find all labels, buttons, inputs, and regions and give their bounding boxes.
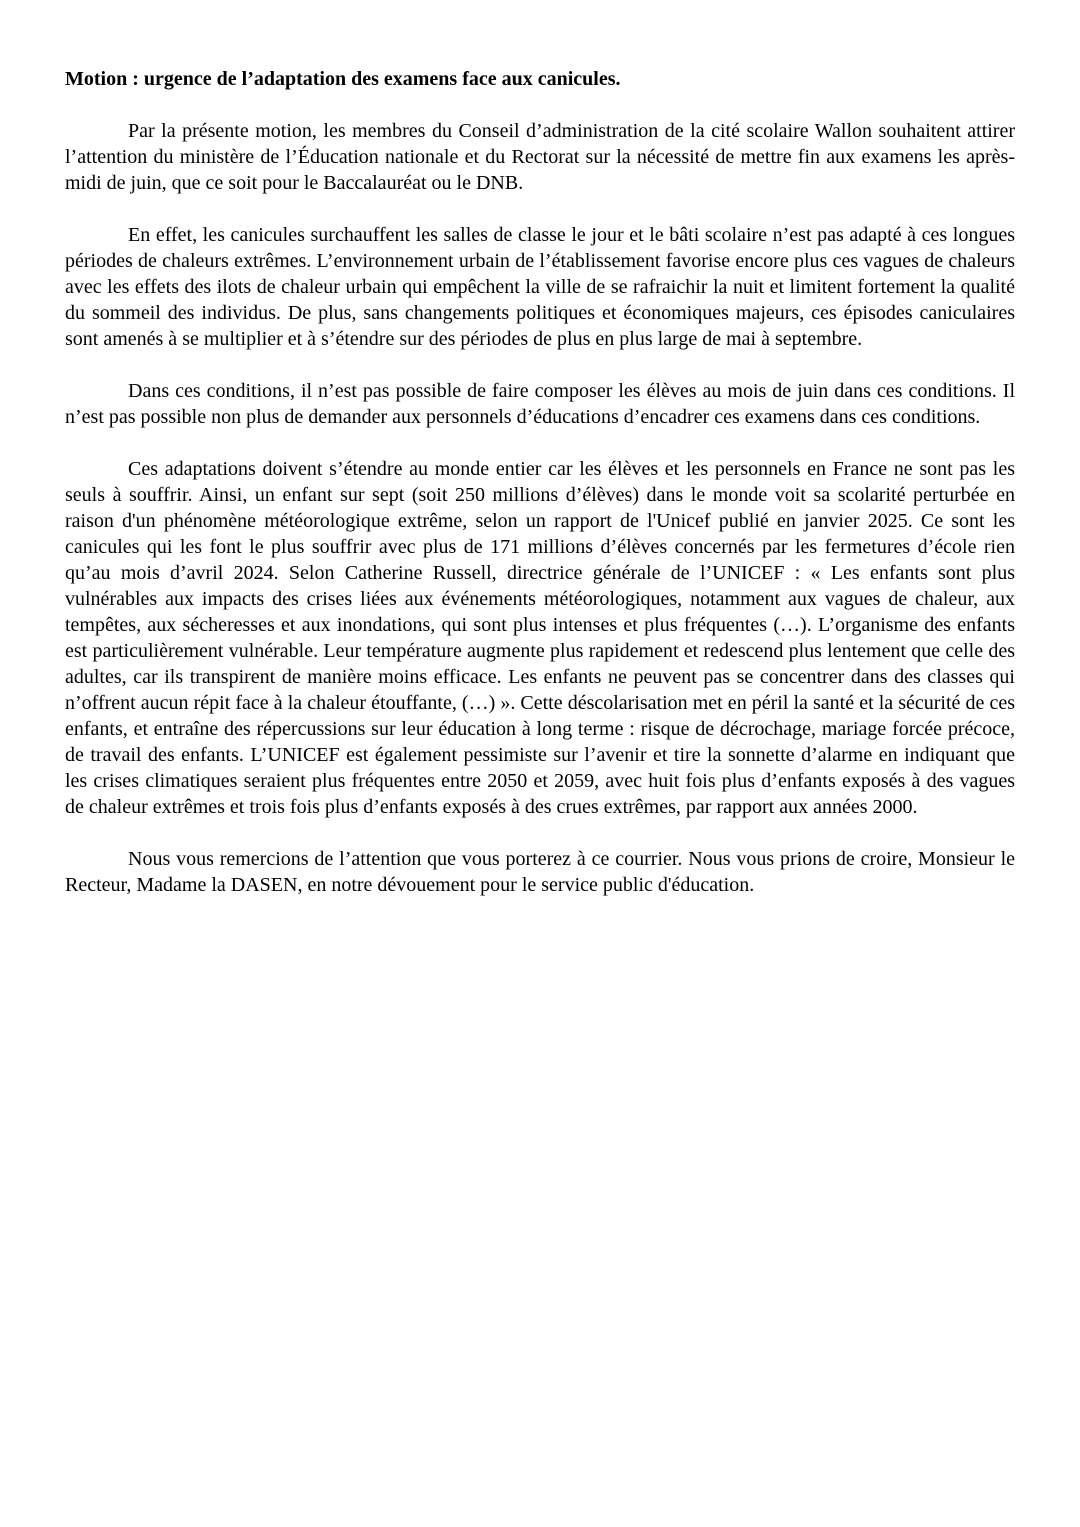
- paragraph-canicules-batiment: En effet, les canicules surchauffent les salles de classe le jour et le bâti scolaire n’est pas adapté à ces longues périodes de chaleurs extrêmes. L’environnement urbain de l’établissement favorise encore plus ces vagues de chaleurs avec les effets des ilots de chaleur urbain qui empêchent la ville de se rafraichir la nuit et limitent fortement la qualité du sommeil des individus. De plus, sans changements politiques et économiques majeurs, ces épisodes caniculaires sont amenés à se multiplier et à s’étendre sur des périodes de plus en plus large de mai à septembre.: [65, 224, 1015, 350]
- document-title: Motion : urgence de l’adaptation des examens face aux canicules.: [65, 68, 621, 90]
- paragraph-conditions: Dans ces conditions, il n’est pas possible de faire composer les élèves au mois de juin dans ces conditions. Il n’est pas possible non plus de demander aux personnels d’éducations d’encadrer ces examens dans ces conditions.: [65, 380, 1015, 428]
- paragraph-unicef: Ces adaptations doivent s’étendre au monde entier car les élèves et les personnels en France ne sont pas les seuls à souffrir. Ainsi, un enfant sur sept (soit 250 millions d’élèves) dans le monde voit sa scolarité perturbée en raison d'un phénomène météorologique extrême, selon un rapport de l'Unicef publié en janvier 2025. Ce sont les canicules qui les font le plus souffrir avec plus de 171 millions d’élèves concernés par les fermetures d’école rien qu’au mois d’avril 2024. Selon Catherine Russell, directrice générale de l’UNICEF : « Les enfants sont plus vulnérables aux impacts des crises liées aux événements météorologiques, notamment aux vagues de chaleur, aux tempêtes, aux sécheresses et aux inondations, qui sont plus intenses et plus fréquentes (…). L’organisme des enfants est particulièrement vulnérable. Leur température augmente plus rapidement et redescend plus lentement que celle des adultes, car ils transpirent de manière moins efficace. Les enfants ne peuvent pas se concentrer dans des classes qui n’offrent aucun répit face à la chaleur étouffante, (…) ». Cette déscolarisation met en péril la santé et la sécurité de ces enfants, et entraîne des répercussions sur leur éducation à long terme : risque de décrochage, mariage forcée précoce, de travail des enfants. L’UNICEF est également pessimiste sur l’avenir et tire la sonnette d’alarme en indiquant que les crises climatiques seraient plus fréquentes entre 2050 et 2059, avec huit fois plus d’enfants exposés à des vagues de chaleur extrêmes et trois fois plus d’enfants exposés à des crues extrêmes, par rapport aux années 2000.: [65, 458, 1015, 818]
- paragraph-closing: Nous vous remercions de l’attention que vous porterez à ce courrier. Nous vous prions de croire, Monsieur le Recteur, Madame la DASEN, en notre dévouement pour le service public d'éducation.: [65, 848, 1015, 896]
- paragraph-intro: Par la présente motion, les membres du Conseil d’administration de la cité scolaire Wallon souhaitent attirer l’attention du ministère de l’Éducation nationale et du Rectorat sur la nécessité de mettre fin aux examens les après-midi de juin, que ce soit pour le Baccalauréat ou le DNB.: [65, 120, 1015, 194]
